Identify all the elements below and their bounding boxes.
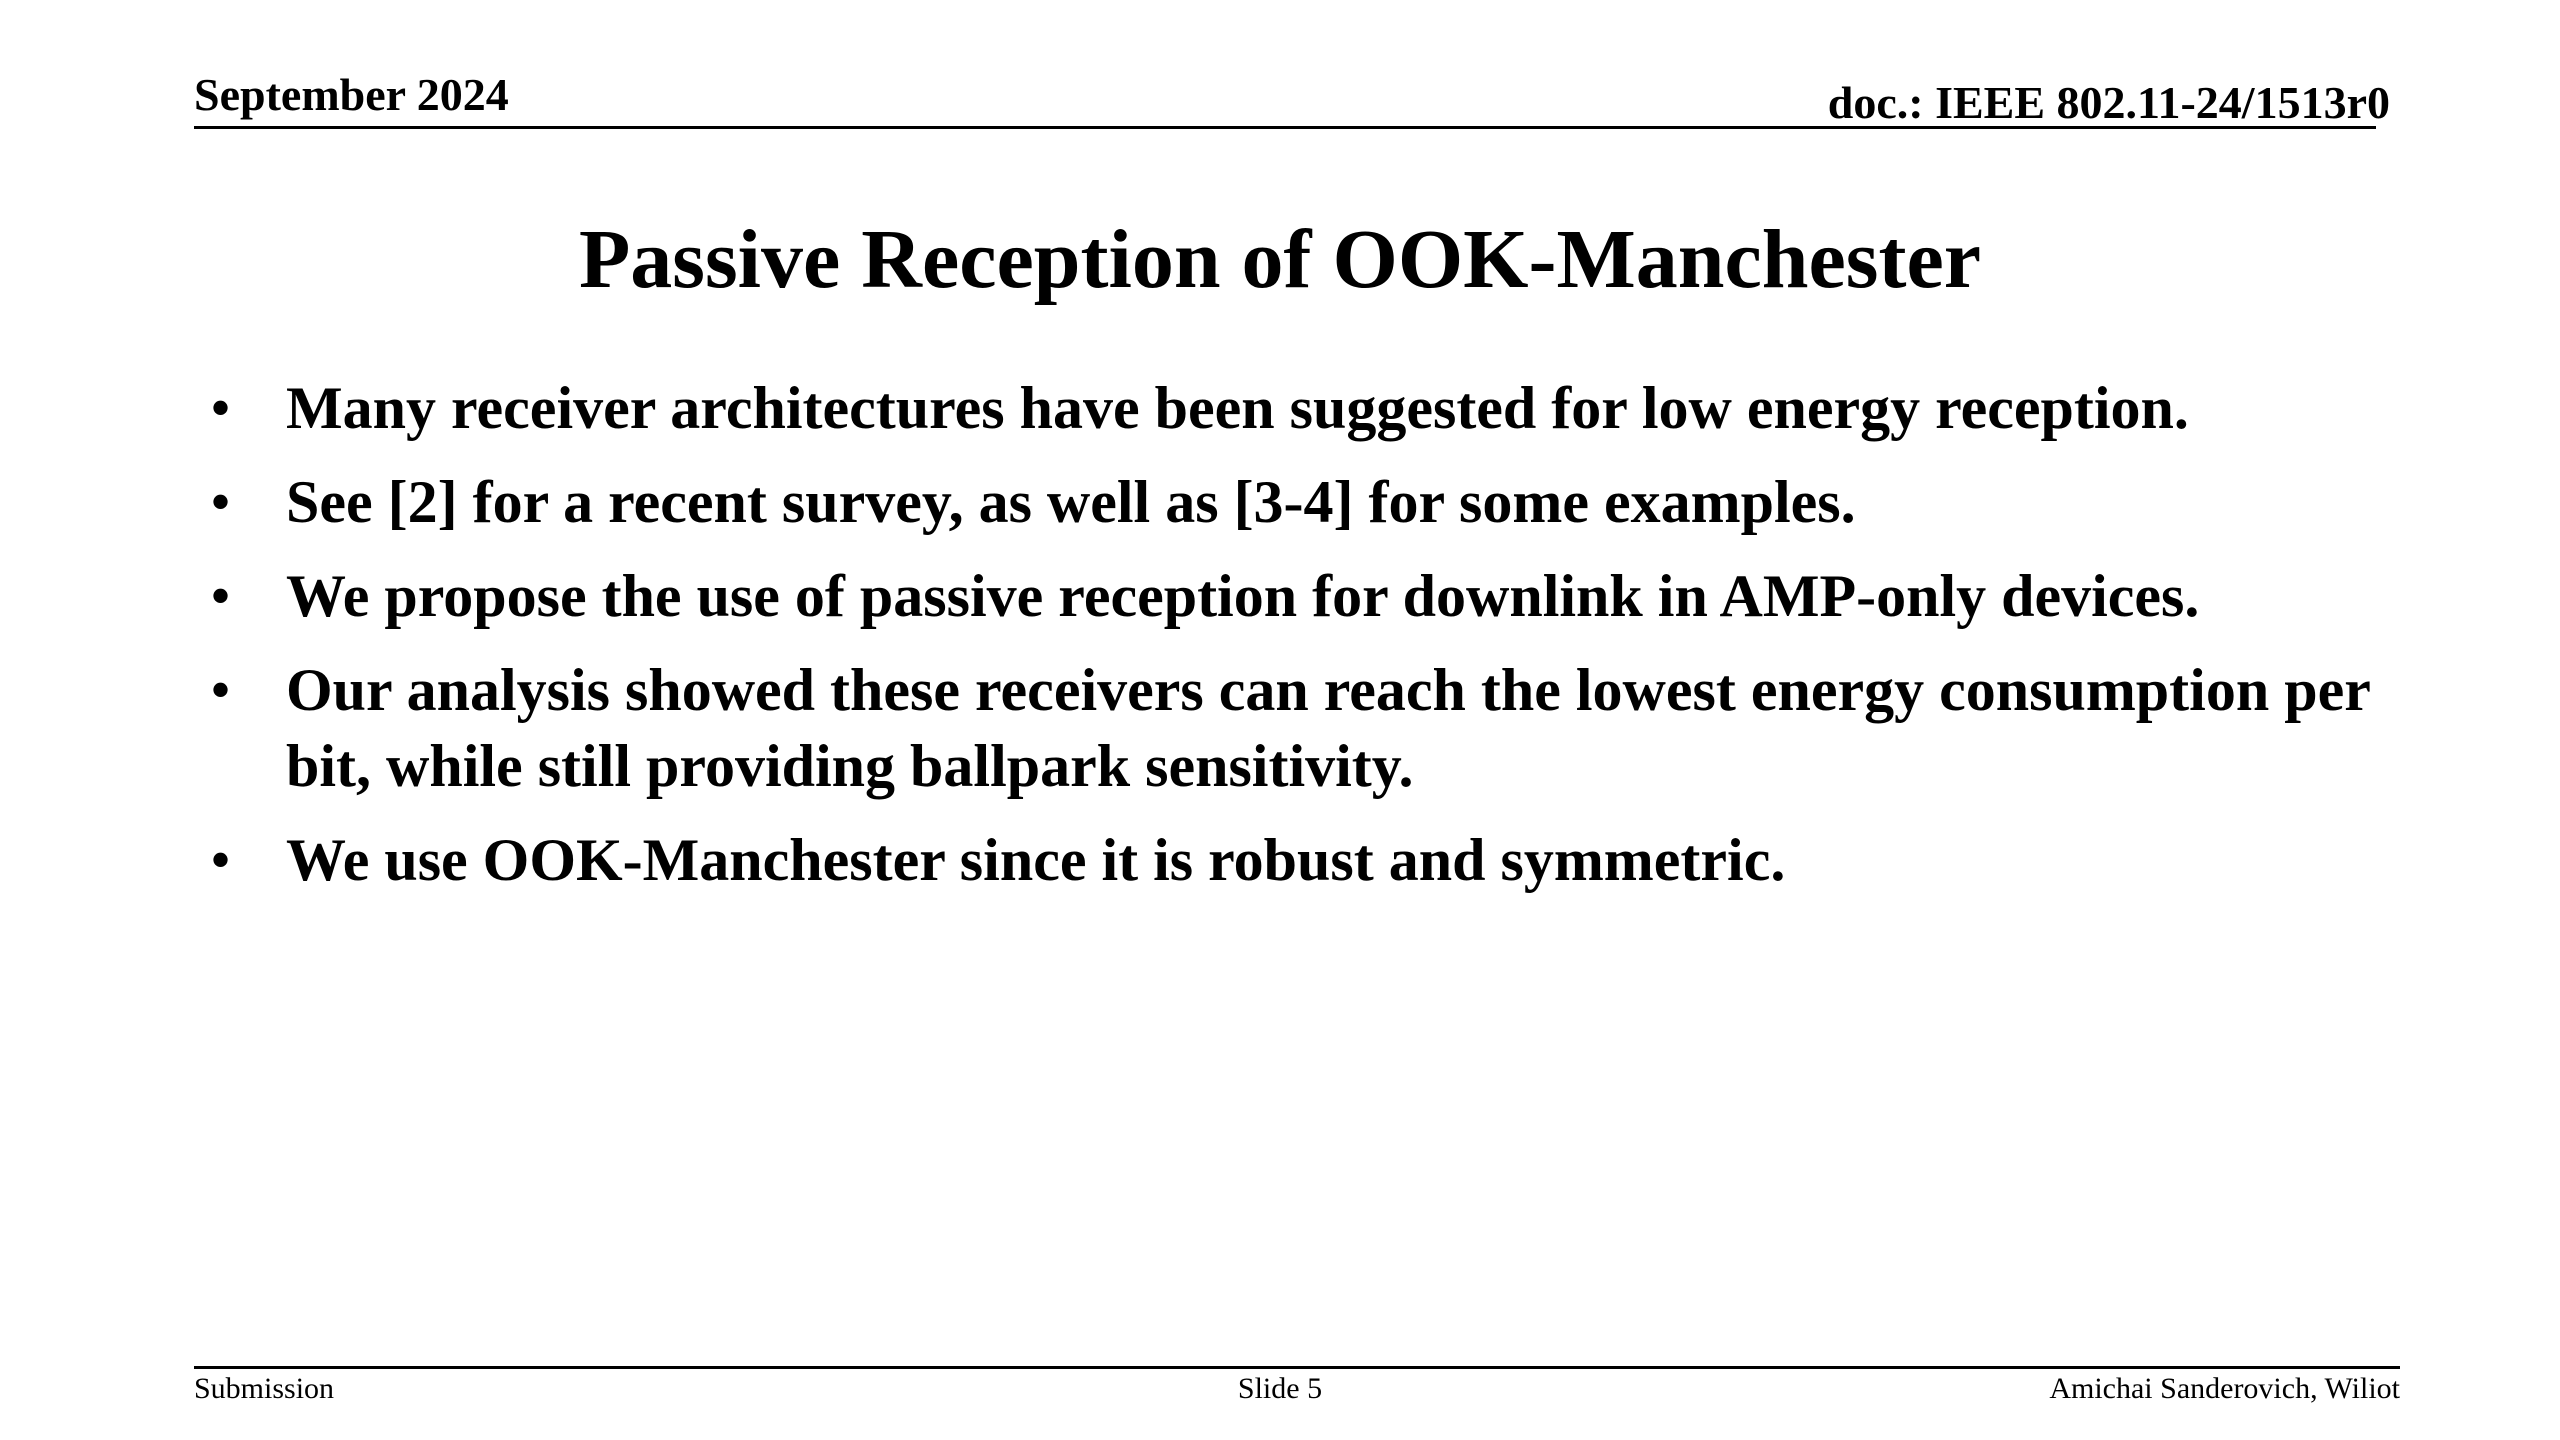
bullet-text: We propose the use of passive reception for downlink in AMP-only devices.: [286, 563, 2200, 629]
bullet-text: Many receiver architectures have been suggested for low energy reception.: [286, 375, 2189, 441]
bullet-item: [210, 370, 2460, 446]
header-date: September 2024: [194, 69, 509, 120]
bullet-text: We use OOK-Manchester since it is robust and symmetric.: [286, 827, 1786, 893]
bullet-item: [210, 558, 2460, 634]
bullet-item: [210, 464, 2460, 540]
footer-slide-number: Slide 5: [1237, 1372, 1323, 1405]
bullet-item: [210, 822, 2460, 898]
bullet-text: Our analysis showed these receivers can reach the lowest energy consumption per bit, while still providing ballpark sensitivity.: [286, 657, 2370, 799]
footer-author: Amichai Sanderovich, Wiliot: [2049, 1372, 2400, 1405]
header-divider: [194, 126, 2376, 129]
bullet-marker: •: [210, 375, 232, 441]
bullet-item: [210, 652, 2460, 804]
bullet-marker: •: [210, 657, 232, 723]
header-doc-id: doc.: IEEE 802.11-24/1513r0: [1827, 77, 2390, 128]
footer-submission: Submission: [194, 1372, 335, 1405]
bullet-list: [210, 370, 2460, 916]
slide-title: Passive Reception of OOK-Manchester: [578, 213, 1982, 306]
footer-divider: [194, 1366, 2400, 1369]
bullet-marker: •: [210, 827, 232, 893]
bullet-marker: •: [210, 563, 232, 629]
bullet-marker: •: [210, 469, 232, 535]
bullet-text: See [2] for a recent survey, as well as [3-4] for some examples.: [286, 469, 1856, 535]
